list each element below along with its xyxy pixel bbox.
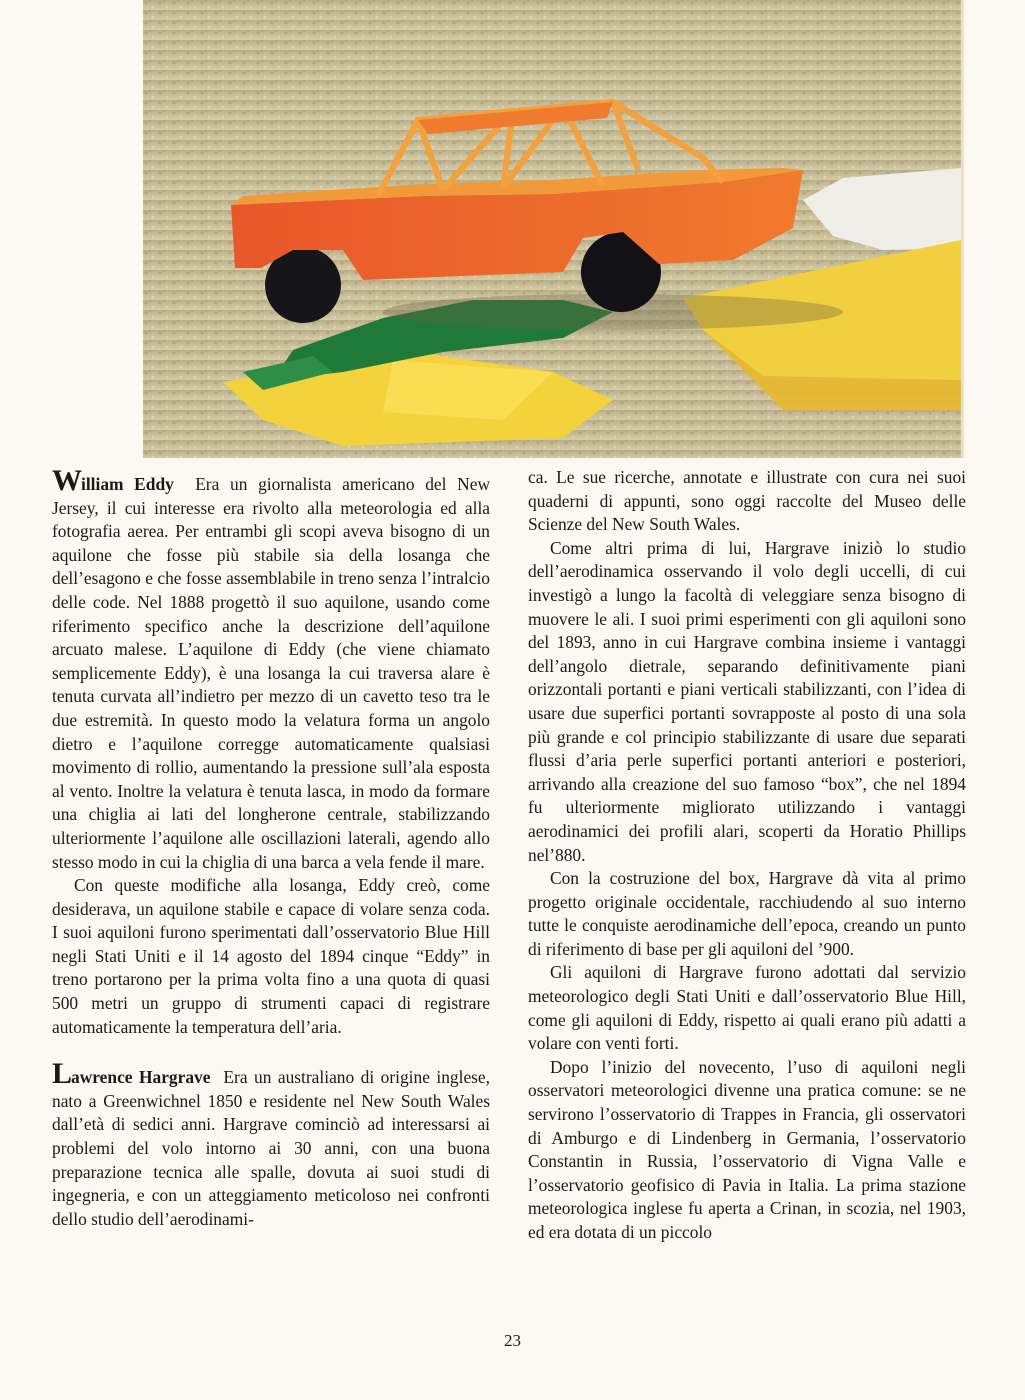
right-paragraph-1: ca. Le sue ricerche, annotate e illustrate con cura nei suoi quaderni di appunti, sono oggi raccolte del Museo delle Scienze del New South Wales. — [528, 467, 966, 535]
right-paragraph-2: Come altri prima di lui, Hargrave iniziò lo studio dell’aerodinamica osservando il volo degli uccelli, di cui investigò a lungo la facoltà di veleggiare senza bisogno di muovere le ali. I suoi primi esperimenti con gli aquiloni sono del 1893, anno in cui Hargrave combina insieme i vantaggi dell’angolo dietrale, separando definitivamente piani orizzontali portanti e piani verticali stabilizzanti, con l’idea di usare due superfici portanti sovrapposte al posto di una sola più grande e col principio stabilizzante di usare due separati flussi d’aria perle superfici portanti anteriori e posteriori, arrivando alla creazione del suo famoso “box”, che nel 1894 fu ulteriormente migliorato utilizzando i vantaggi aerodinamici dei profili alari, scoperti da Horatio Phillips nel’880. — [528, 537, 966, 865]
page-number: 23 — [504, 1331, 521, 1350]
william-eddy-text: Era un giornalista americano del New Jersey, il cui interesse era rivolto alla meteorologia ed alla fotografia aerea. Per entrambi gli scopi aveva bisogno di un aquilone che fosse più stabile sia della losanga che dell’esagono e che fosse assemblabile in treno senza l’intralcio delle code. Nel 1888 progettò il suo aquilone, usando come riferimento specifico anche la descrizione dell’aquilone arcuato malese. L’aquilone di Eddy (che viene chiamato semplicemente Eddy), è una losanga la cui traversa alare è tenuta curvata all’indietro per mezzo di un cavetto teso tra le due estremità. In questo modo la velatura forma un angolo dietro e l’aquilone corregge automaticamente qualsiasi movimento di rollio, aumentando la pressione sull’ala esposta al vento. Inoltre la velatura è tenuta lasca, in modo da formare una chiglia ai lati del longherone centrale, stabilizzando ulteriormente l’aquilone alle oscillazioni laterali, agendo allo stesso modo in cui la chiglia di una barca a vela fende il mare. — [52, 474, 490, 872]
lawrence-hargrave-paragraph — [52, 1059, 490, 1231]
lawrence-hargrave-heading: awrence Hargrave — [71, 1067, 211, 1088]
car-kite-photo — [143, 0, 964, 458]
eddy-second-paragraph: Con queste modifiche alla losanga, Eddy creò, come desiderava, un aquilone stabile e capace di volare senza coda. I suoi aquiloni furono sperimentati dall’osservatorio Blue Hill negli Stati Uniti e il 14 agosto del 1894 cinque “Eddy” in treno portarono per la prima volta fino a una quota di quasi 500 metri un gruppo di strumenti capaci di registrare automaticamente la temperatura dell’aria. — [52, 875, 490, 1037]
right-paragraph-3: Con la costruzione del box, Hargrave dà vita al primo progetto originale occidentale, racchiudendo al suo interno tutte le conquiste aerodinamiche dell’epoca, creando un punto di riferimento di base per gli aquiloni del ’900. — [528, 868, 966, 959]
right-paragraph-4: Gli aquiloni di Hargrave furono adottati dal servizio meteorologico degli Stati Uniti e dall’osservatorio Blue Hill, come gli aquiloni di Eddy, rispetto ai quali erano più adatti a volare con venti forti. — [528, 962, 966, 1054]
dropcap-w: W — [52, 464, 81, 497]
william-eddy-heading: illiam Eddy — [81, 474, 174, 494]
right-paragraph-5: Dopo l’inizio del novecento, l’uso di aquiloni negli osservatori meteorologici divenne una pratica comune: se ne servirono l’osservatorio di Trappes in Francia, gli osservatori di Amburgo e di Lindenberg in Germania, l’osservatorio Constantin in Russia, l’osservatorio di Vigna Valle e l’osservatorio geofisico di Pavia in Italia. La prima stazione meteorologica inglese fu aperta a Crinan, in scozia, nel 1903, ed era dotata di un piccolo — [528, 1056, 966, 1242]
william-eddy-paragraph — [52, 466, 490, 874]
dropcap-l: L — [52, 1057, 72, 1091]
photo-illustration — [143, 0, 961, 458]
lawrence-hargrave-text: Era un australiano di origine inglese, nato a Greenwichnel 1850 e residente nel New South Wales dall’età di sedici anni. Hargrave cominciò ad interessarsi ai problemi del volo intorno ai 30 anni, con una buona preparazione tecnica alle spalle, dovuta ai suoi studi di ingegneria, e con un atteggiamento meticoloso nei confronti dello studio dell’aerodinami- — [52, 1067, 490, 1229]
right-column — [528, 466, 966, 1245]
left-column — [52, 466, 490, 1231]
